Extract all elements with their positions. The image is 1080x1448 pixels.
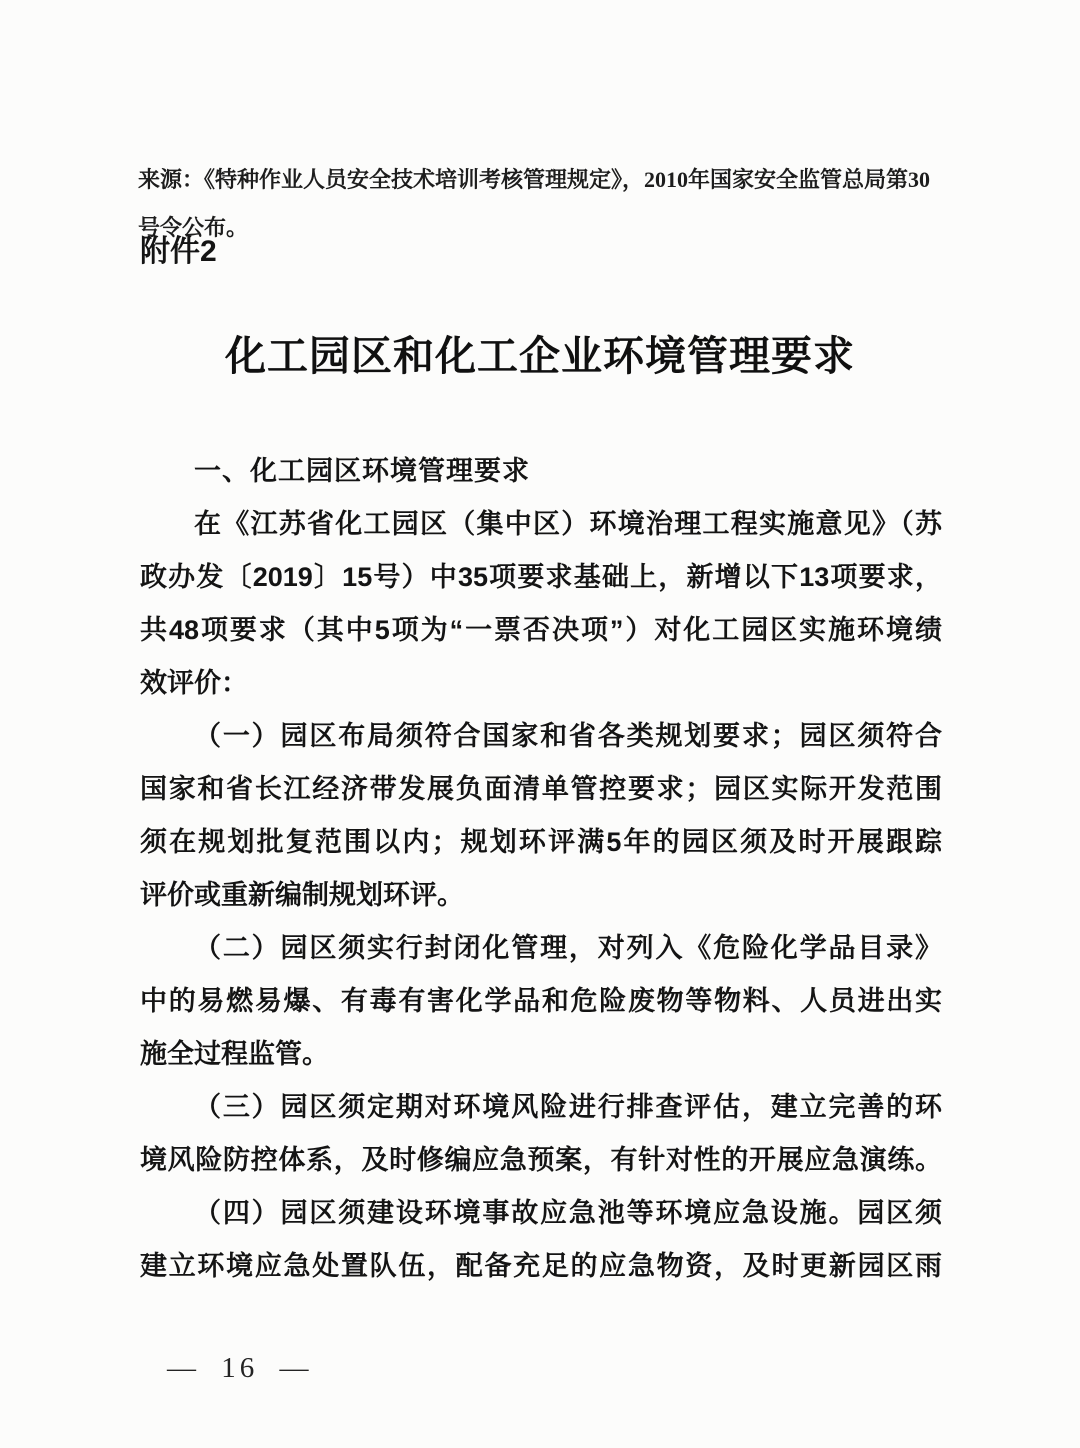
paragraph-line: 效评价： <box>140 668 248 698</box>
paragraph-line: （二）园区须实行封闭化管理，对列入《危险化学品目录》 <box>194 933 942 963</box>
attachment-label: 附件2 <box>140 235 217 268</box>
document-title: 化工园区和化工企业环境管理要求 <box>225 333 855 379</box>
source-note-line: 来源：《特种作业人员安全技术培训考核管理规定》，2010年国家安全监管总局第30 <box>138 167 931 192</box>
paragraph-line: （三）园区须定期对环境风险进行排查评估，建立完善的环 <box>194 1092 942 1122</box>
paragraph-line: 政办发〔2019〕15号）中35项要求基础上，新增以下13项要求， <box>140 562 942 592</box>
paragraph-line: 须在规划批复范围以内；规划环评满5年的园区须及时开展跟踪 <box>140 827 942 857</box>
paragraph-line: （一）园区布局须符合国家和省各类规划要求；园区须符合 <box>194 721 942 751</box>
source-note-line: 号令公布。 <box>138 215 249 240</box>
paragraph-line: 共48项要求（其中5项为“一票否决项”）对化工园区实施环境绩 <box>140 615 942 645</box>
paragraph-line: 境风险防控体系，及时修编应急预案，有针对性的开展应急演练。 <box>140 1145 942 1175</box>
paragraph-line: 国家和省长江经济带发展负面清单管控要求；园区实际开发范围 <box>140 774 942 804</box>
source-note <box>138 156 950 252</box>
section-heading: 一、化工园区环境管理要求 <box>194 456 530 486</box>
paragraph-line: （四）园区须建设环境事故应急池等环境应急设施。园区须 <box>194 1198 942 1228</box>
paragraph-line: 在《江苏省化工园区（集中区）环境治理工程实施意见》（苏 <box>194 509 942 539</box>
document-body <box>140 445 942 1293</box>
paragraph-line: 评价或重新编制规划环评。 <box>140 880 464 910</box>
paragraph-line: 中的易燃易爆、有毒有害化学品和危险废物等物料、人员进出实 <box>140 986 942 1016</box>
page-number: — 16 — <box>167 1352 313 1384</box>
paragraph-line: 施全过程监管。 <box>140 1039 329 1069</box>
paragraph-line: 建立环境应急处置队伍，配备充足的应急物资，及时更新园区雨 <box>140 1251 942 1281</box>
